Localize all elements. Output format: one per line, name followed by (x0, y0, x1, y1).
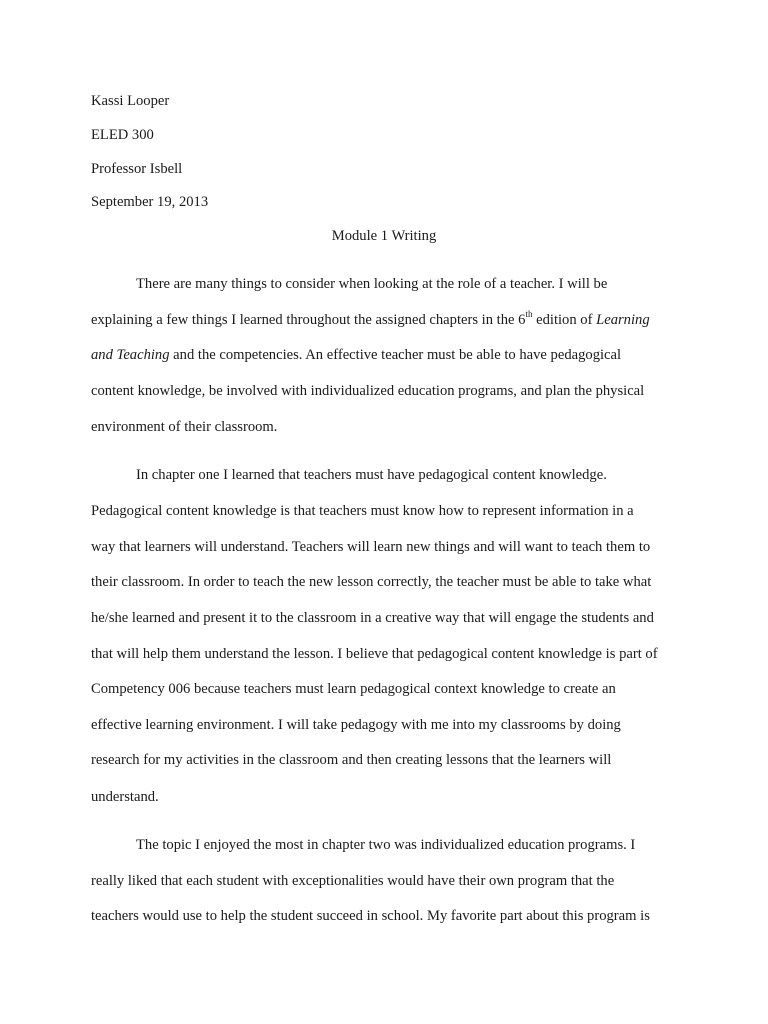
date: September 19, 2013 (91, 194, 209, 210)
paragraph2-line10: understand. (91, 789, 159, 805)
superscript-th: th (525, 309, 533, 319)
paragraph2-line3: way that learners will understand. Teachers will learn new things and will want to teach them to (91, 539, 651, 555)
professor-name: Professor Isbell (91, 161, 183, 177)
paragraph2-line9: research for my activities in the classroom and then creating lessons that the learners will (91, 752, 612, 768)
paragraph2-line4: their classroom. In order to teach the new lesson correctly, the teacher must be able to take what (91, 574, 652, 590)
paragraph1-line1: There are many things to consider when looking at the role of a teacher. I will be (136, 276, 608, 292)
paragraph1-line2 (91, 309, 650, 329)
paragraph1-line3-text: and the competencies. An effective teacher must be able to have pedagogical (169, 347, 622, 363)
paragraph3-line3: teachers would use to help the student succeed in school. My favorite part about this program is (91, 908, 650, 924)
paragraph3-line1: The topic I enjoyed the most in chapter two was individualized education programs. I (136, 837, 636, 853)
paragraph1-line4: content knowledge, be involved with individualized education programs, and plan the physical (91, 383, 645, 399)
paragraph2-line8: effective learning environment. I will take pedagogy with me into my classrooms by doing (91, 717, 621, 733)
paragraph1-line5: environment of their classroom. (91, 419, 278, 435)
paragraph1-line2-mid: edition of (532, 312, 597, 328)
paragraph2-line7: Competency 006 because teachers must learn pedagogical context knowledge to create an (91, 681, 616, 697)
paragraph2-line2: Pedagogical content knowledge is that teachers must know how to represent information in a (91, 503, 634, 519)
book-title-part2: and Teaching (91, 347, 170, 363)
paragraph3-line2: really liked that each student with exceptionalities would have their own program that the (91, 873, 615, 889)
paragraph1-line3 (91, 347, 621, 364)
paragraph2-line6: that will help them understand the lesson. I believe that pedagogical content knowledge is part of (91, 646, 658, 662)
book-title-part1: Learning (596, 312, 650, 328)
paragraph2-line1: In chapter one I learned that teachers must have pedagogical content knowledge. (136, 467, 607, 483)
document-title: Module 1 Writing (331, 228, 437, 244)
author-name: Kassi Looper (91, 93, 170, 109)
course-code: ELED 300 (91, 127, 154, 143)
paragraph1-line2-text: explaining a few things I learned throughout the assigned chapters in the 6 (91, 312, 526, 328)
paragraph2-line5: he/she learned and present it to the classroom in a creative way that will engage the students and (91, 610, 654, 626)
